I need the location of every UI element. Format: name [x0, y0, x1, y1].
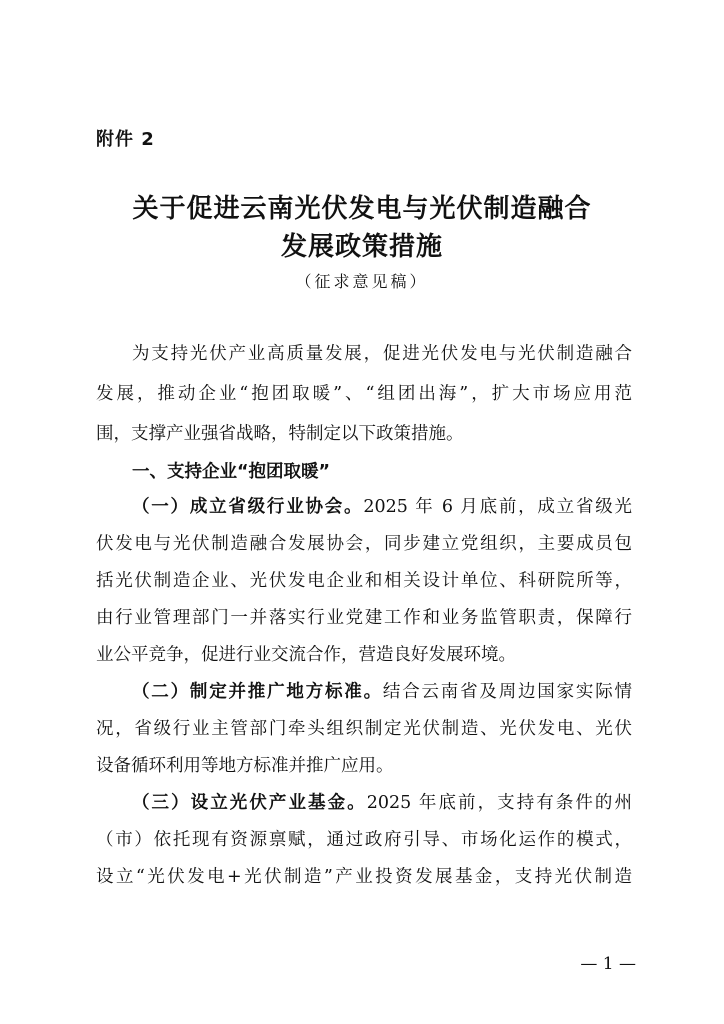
item-1-line-2: 伏发电与光伏制造融合发展协会，同步建立党组织，主要成员包	[96, 534, 632, 554]
attachment-label: 附件 2	[96, 129, 155, 150]
section-1-heading: 一、支持企业“抱团取暖”	[132, 462, 331, 482]
item-2-first-line-text: 结合云南省及周边国家实际情	[382, 682, 633, 702]
item-1-first-line-text: 2025 年 6 月底前，成立省级光	[363, 497, 633, 517]
item-1-line-5: 业公平竞争，促进行业交流合作，营造良好发展环境。	[96, 645, 516, 665]
item-3-label: （三）设立光伏产业基金。	[132, 793, 367, 813]
item-2-line-2: 况，省级行业主管部门牵头组织制定光伏制造、光伏发电、光伏	[96, 719, 632, 739]
item-3-line-3: 设立“光伏发电+光伏制造”产业投资发展基金，支持光伏制造	[96, 867, 632, 887]
item-1-label: （一）成立省级行业协会。	[132, 497, 364, 517]
item-3-line-1	[132, 791, 632, 815]
document-title-line-2: 发展政策措施	[280, 232, 443, 262]
document-title-line-1: 关于促进云南光伏发电与光伏制造融合	[132, 194, 592, 224]
intro-line-1: 为支持光伏产业高质量发展，促进光伏发电与光伏制造融合	[132, 344, 632, 364]
item-1-line-1	[132, 495, 632, 519]
item-2-label: （二）制定并推广地方标准。	[132, 682, 383, 702]
intro-line-2: 发展，推动企业“抱团取暖”、“组团出海”，扩大市场应用范	[96, 384, 632, 404]
item-2-line-1	[132, 680, 632, 704]
item-1-line-3: 括光伏制造企业、光伏发电企业和相关设计单位、科研院所等，	[96, 571, 632, 591]
intro-line-3: 围，支撑产业强省战略，特制定以下政策措施。	[96, 424, 464, 444]
item-3-first-line-text: 2025 年底前，支持有条件的州	[366, 793, 632, 813]
item-2-line-3: 设备循环利用等地方标准并推广应用。	[96, 756, 394, 776]
item-3-line-2: （市）依托现有资源禀赋，通过政府引导、市场化运作的模式，	[96, 830, 632, 850]
item-1-line-4: 由行业管理部门一并落实行业党建工作和业务监管职责，保障行	[96, 608, 632, 628]
draft-subtitle: （征求意见稿）	[295, 272, 429, 291]
page-number: — 1 —	[580, 954, 636, 974]
